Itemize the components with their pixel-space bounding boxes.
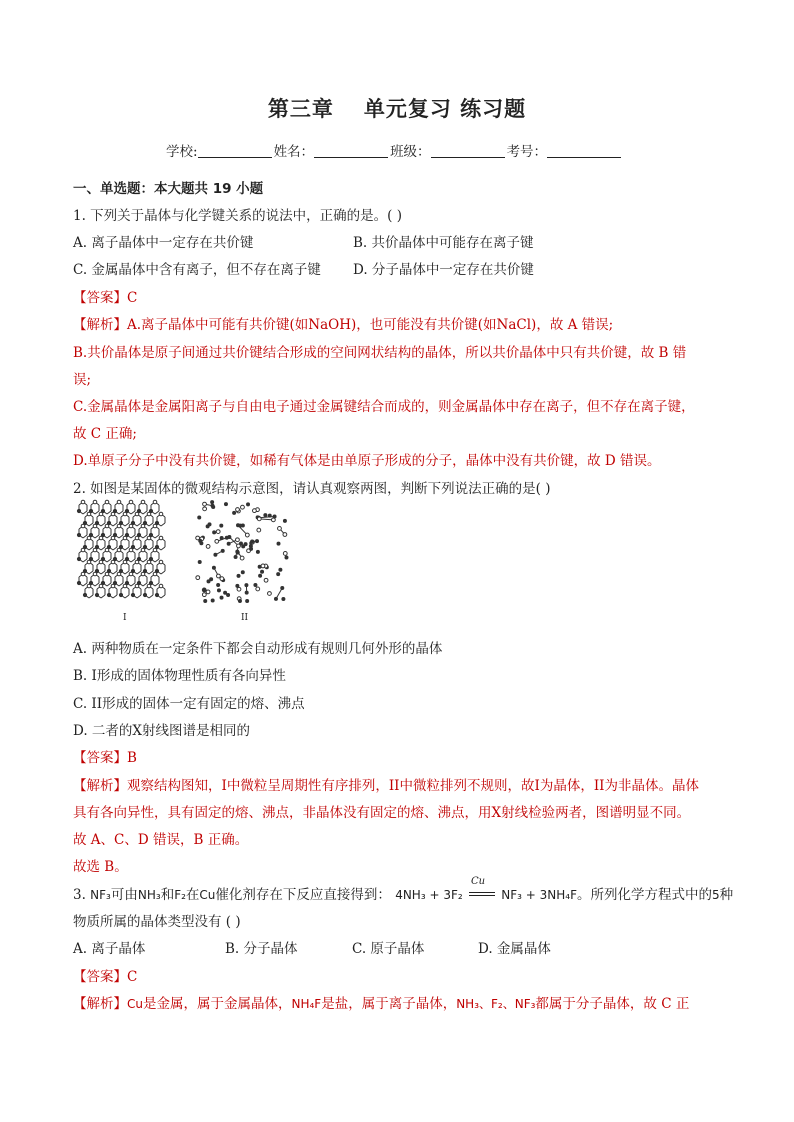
atom xyxy=(253,509,257,513)
atom xyxy=(147,536,151,540)
atom xyxy=(277,573,280,576)
atom xyxy=(285,556,288,559)
formula-nh4f: NH₄F xyxy=(291,997,322,1011)
q3-option-c: C. 原子晶体 xyxy=(352,941,425,957)
atom xyxy=(159,536,163,540)
atom xyxy=(135,536,139,540)
atom xyxy=(153,500,157,504)
atom xyxy=(247,503,250,506)
atom xyxy=(241,571,244,574)
atom xyxy=(93,572,97,576)
atom xyxy=(198,561,201,564)
atom xyxy=(196,576,200,580)
atom xyxy=(81,524,85,528)
atom xyxy=(153,572,157,576)
atom xyxy=(203,502,207,506)
atom xyxy=(131,593,134,596)
atom xyxy=(135,560,139,564)
q2-analysis-4: 故选 B。 xyxy=(73,859,128,875)
formula-nf3: NF₃ xyxy=(90,888,111,902)
formula-cu: Cu xyxy=(127,997,143,1011)
atom xyxy=(207,580,210,583)
q1-option-c: C. 金属晶体中含有离子，但不存在离子键 xyxy=(73,262,321,278)
atom xyxy=(111,512,115,516)
atom xyxy=(155,593,158,596)
atom xyxy=(81,500,85,504)
q3-text: 催化剂存在下反应直接得到： xyxy=(215,887,391,903)
atom xyxy=(220,596,223,599)
atom xyxy=(123,584,127,588)
q3-option-b: B. 分子晶体 xyxy=(225,941,298,957)
atom xyxy=(254,583,257,586)
structure-diagram-svg xyxy=(75,498,295,624)
q1-option-b: B. 共价晶体中可能存在离子键 xyxy=(353,235,534,251)
atom xyxy=(87,536,91,540)
atom xyxy=(245,533,249,537)
atom xyxy=(77,581,80,584)
atom xyxy=(111,536,115,540)
atom xyxy=(93,524,97,528)
atom xyxy=(147,560,151,564)
atom xyxy=(77,509,80,512)
q2-option-d: D. 二者的X射线图谱是相同的 xyxy=(73,723,251,739)
atom xyxy=(251,540,254,543)
atom xyxy=(242,545,245,548)
atom xyxy=(111,584,115,588)
atom xyxy=(81,548,85,552)
atom xyxy=(220,577,224,581)
atom xyxy=(236,550,239,553)
atom xyxy=(204,600,207,603)
atom xyxy=(217,574,221,578)
atom xyxy=(202,593,206,597)
atom xyxy=(147,512,151,516)
atom xyxy=(77,533,80,536)
analysis-text: 是盐，属于离子晶体， xyxy=(321,996,457,1012)
atom xyxy=(236,584,239,587)
analysis-text: 都属于分子晶体，故 C 正 xyxy=(535,996,690,1012)
atom xyxy=(256,540,259,543)
atom xyxy=(123,512,127,516)
atom xyxy=(117,548,121,552)
school-blank[interactable] xyxy=(198,145,272,158)
atom xyxy=(241,505,245,509)
atom xyxy=(111,560,115,564)
q3-option-d: D. 金属晶体 xyxy=(478,941,551,957)
atom xyxy=(215,539,219,543)
atom xyxy=(256,587,260,591)
atom xyxy=(214,553,217,556)
analysis-text: 观察结构图知，I中微粒呈周期性有序排列，II中微粒排列不规则，故I为晶体，II为非晶体。晶体 xyxy=(127,778,699,794)
analysis-label: 【解析】 xyxy=(73,778,127,794)
q1-analysis-3: 误; xyxy=(73,372,92,388)
atom xyxy=(143,593,146,596)
atom xyxy=(221,549,224,552)
atom xyxy=(105,500,109,504)
atom xyxy=(199,539,202,542)
formula-list: NH₃、F₂、NF₃ xyxy=(456,997,536,1011)
atom xyxy=(95,593,98,596)
atom xyxy=(268,592,272,596)
atom xyxy=(257,528,261,532)
atom xyxy=(93,500,97,504)
atom xyxy=(279,568,282,571)
atom xyxy=(227,594,230,597)
atom xyxy=(274,597,277,600)
atom xyxy=(159,512,163,516)
amorphous-network-diagram xyxy=(196,501,288,603)
atom xyxy=(220,536,223,539)
atom xyxy=(278,527,282,531)
analysis-label: 【解析】 xyxy=(73,996,127,1012)
atom xyxy=(240,556,244,560)
atom xyxy=(224,591,227,594)
atom xyxy=(233,511,236,514)
atom xyxy=(99,512,103,516)
q1-option-a: A. 离子晶体中一定存在共价键 xyxy=(73,235,254,251)
atom xyxy=(236,538,240,542)
q1-analysis-6: D.单原子分子中没有共价键，如稀有气体是由单原子形成的分子，晶体中没有共价键，故 D 错误。 xyxy=(73,453,661,469)
atom xyxy=(211,501,214,504)
school-label: 学校: xyxy=(166,144,198,160)
atom xyxy=(245,591,248,594)
q3-number-five: 5 xyxy=(712,888,720,902)
figure-label-2: II xyxy=(241,613,249,623)
atom xyxy=(237,587,241,591)
atom xyxy=(83,593,86,596)
atom xyxy=(277,542,280,545)
page-title xyxy=(0,93,794,123)
atom xyxy=(87,584,91,588)
atom xyxy=(257,517,261,521)
q2-analysis-3: 故 A、C、D 错误，B 正确。 xyxy=(73,832,249,848)
atom xyxy=(212,566,215,569)
atom xyxy=(245,584,248,587)
q2-answer: 【答案】B xyxy=(73,750,137,766)
atom xyxy=(239,542,242,545)
atom xyxy=(261,564,265,568)
atom xyxy=(261,570,264,573)
ordered-lattice-diagram xyxy=(77,500,165,598)
atom xyxy=(135,584,139,588)
atom xyxy=(216,530,220,534)
atom xyxy=(147,584,151,588)
atom xyxy=(135,512,139,516)
q1-option-d: D. 分子晶体中一定存在共价键 xyxy=(353,262,534,278)
q1-stem: 1. 下列关于晶体与化学键关系的说法中，正确的是。( ) xyxy=(73,208,402,224)
atom xyxy=(206,545,210,549)
atom xyxy=(105,524,109,528)
atom xyxy=(234,556,237,559)
atom xyxy=(237,574,240,577)
atom xyxy=(259,574,262,577)
exam-no-label: 考号： xyxy=(506,144,548,160)
atom xyxy=(141,548,145,552)
equation-products: NF₃ + 3NH₄F xyxy=(501,888,577,902)
atom xyxy=(225,536,228,539)
q2-analysis-2: 具有各向异性，具有固定的熔、沸点，非晶体没有固定的熔、沸点，用X射线检验两者，图谱明显不同。 xyxy=(73,805,691,821)
class-label: 班级： xyxy=(390,144,431,160)
atom xyxy=(268,514,271,517)
atom xyxy=(153,548,157,552)
atom xyxy=(224,503,227,506)
atom xyxy=(153,524,157,528)
q1-analysis-2: B.共价晶体是原子间通过共价键结合形成的空间网状结构的晶体，所以共价晶体中只有共价键，故 B 错 xyxy=(73,345,687,361)
atom xyxy=(87,512,91,516)
atom xyxy=(117,572,121,576)
q3-text: 。所列化学方程式中的 xyxy=(577,887,712,903)
q3-text: 在 xyxy=(185,887,200,903)
q1-answer: 【答案】C xyxy=(73,290,138,306)
atom xyxy=(196,536,200,540)
title-subject: 单元复习 练习题 xyxy=(363,97,527,121)
atom xyxy=(283,552,287,556)
formula-cu: Cu xyxy=(199,888,216,902)
atom xyxy=(141,500,145,504)
q1-analysis-1 xyxy=(73,313,613,333)
atom xyxy=(250,547,253,550)
atom xyxy=(105,548,109,552)
atom xyxy=(211,504,214,507)
atom xyxy=(256,550,259,553)
atom xyxy=(159,560,163,564)
class-blank[interactable] xyxy=(431,145,505,158)
equation-reactants: 4NH₃ + 3F₂ xyxy=(395,888,463,902)
atom xyxy=(141,572,145,576)
atom xyxy=(87,560,91,564)
q1-options-row1 xyxy=(73,231,723,251)
atom xyxy=(99,560,103,564)
q1-options-row2 xyxy=(73,258,723,278)
atom xyxy=(227,542,230,545)
formula-nh3: NH₃ xyxy=(137,888,161,902)
section-heading: 一、单选题：本大题共 19 小题 xyxy=(73,181,264,197)
atom xyxy=(246,599,249,602)
atom xyxy=(203,589,206,592)
analysis-text: 是金属，属于金属晶体， xyxy=(142,996,292,1012)
atom xyxy=(203,507,207,511)
catalyst-arrow xyxy=(467,876,497,900)
atom xyxy=(220,524,223,527)
atom xyxy=(271,518,275,522)
atom xyxy=(105,572,109,576)
atom xyxy=(129,524,133,528)
atom xyxy=(129,572,133,576)
atom xyxy=(159,584,163,588)
atom xyxy=(283,533,287,537)
analysis-text: A.离子晶体中可能有共价键(如NaOH)，也可能没有共价键(如NaCl)，故 A 错误; xyxy=(127,317,614,333)
atom xyxy=(141,524,145,528)
atom xyxy=(264,514,267,517)
atom xyxy=(99,584,103,588)
q2-option-a: A. 两种物质在一定条件下都会自动形成有规则几何外形的晶体 xyxy=(73,641,443,657)
name-label: 姓名： xyxy=(273,144,315,160)
atom xyxy=(264,578,268,582)
atom xyxy=(93,548,97,552)
atom xyxy=(99,536,103,540)
q2-analysis-1 xyxy=(73,774,699,794)
name-blank[interactable] xyxy=(314,145,388,158)
q2-stem: 2. 如图是某固体的微观结构示意图，请认真观察两图，判断下列说法正确的是( ) xyxy=(73,481,551,497)
atom xyxy=(117,500,121,504)
title-chapter: 第三章 xyxy=(267,97,334,121)
atom xyxy=(129,500,133,504)
atom xyxy=(217,589,220,592)
q3-text: 和 xyxy=(160,887,175,903)
q3-stem-line1 xyxy=(73,876,734,903)
analysis-label: 【解析】 xyxy=(73,317,127,333)
atom xyxy=(213,531,216,534)
q3-stem-line2: 物质所属的晶体类型没有 ( ) xyxy=(73,914,241,930)
crystal-structure-figure xyxy=(75,498,295,628)
atom xyxy=(236,508,240,512)
figure-label-1: I xyxy=(123,613,127,623)
q2-option-b: B. I形成的固体物理性质有各向异性 xyxy=(73,668,286,684)
q2-option-c: C. II形成的固体一定有固定的熔、沸点 xyxy=(73,696,305,712)
atom xyxy=(206,590,210,594)
q3-option-a: A. 离子晶体 xyxy=(73,941,146,957)
q3-text: 可由 xyxy=(110,887,138,903)
atom xyxy=(198,516,201,519)
atom xyxy=(281,587,284,590)
atom xyxy=(217,584,220,587)
atom xyxy=(123,560,127,564)
atom xyxy=(129,548,133,552)
atom xyxy=(283,519,286,522)
q3-analysis-1 xyxy=(73,992,689,1012)
atom xyxy=(123,536,127,540)
q1-analysis-5: 故 C 正确; xyxy=(73,426,137,442)
q1-analysis-4: C.金属晶体是金属阳离子与自由电子通过金属键结合而成的，则金属晶体中存在离子，但不存在离子键， xyxy=(73,399,695,415)
q3-answer: 【答案】C xyxy=(73,969,138,985)
formula-f2: F₂ xyxy=(174,888,186,902)
atom xyxy=(211,599,214,602)
atom xyxy=(208,523,211,526)
atom xyxy=(119,593,122,596)
student-info-row xyxy=(166,140,623,160)
atom xyxy=(81,572,85,576)
atom xyxy=(107,593,110,596)
atom xyxy=(239,524,242,527)
atom xyxy=(117,524,121,528)
atom xyxy=(238,600,241,603)
q3-options-row xyxy=(73,937,573,957)
atom xyxy=(77,557,80,560)
exam-no-blank[interactable] xyxy=(547,145,621,158)
atom xyxy=(282,597,285,600)
catalyst-label: Cu xyxy=(470,876,486,887)
q3-number: 3. xyxy=(73,887,91,903)
q3-text: 种 xyxy=(719,887,734,903)
